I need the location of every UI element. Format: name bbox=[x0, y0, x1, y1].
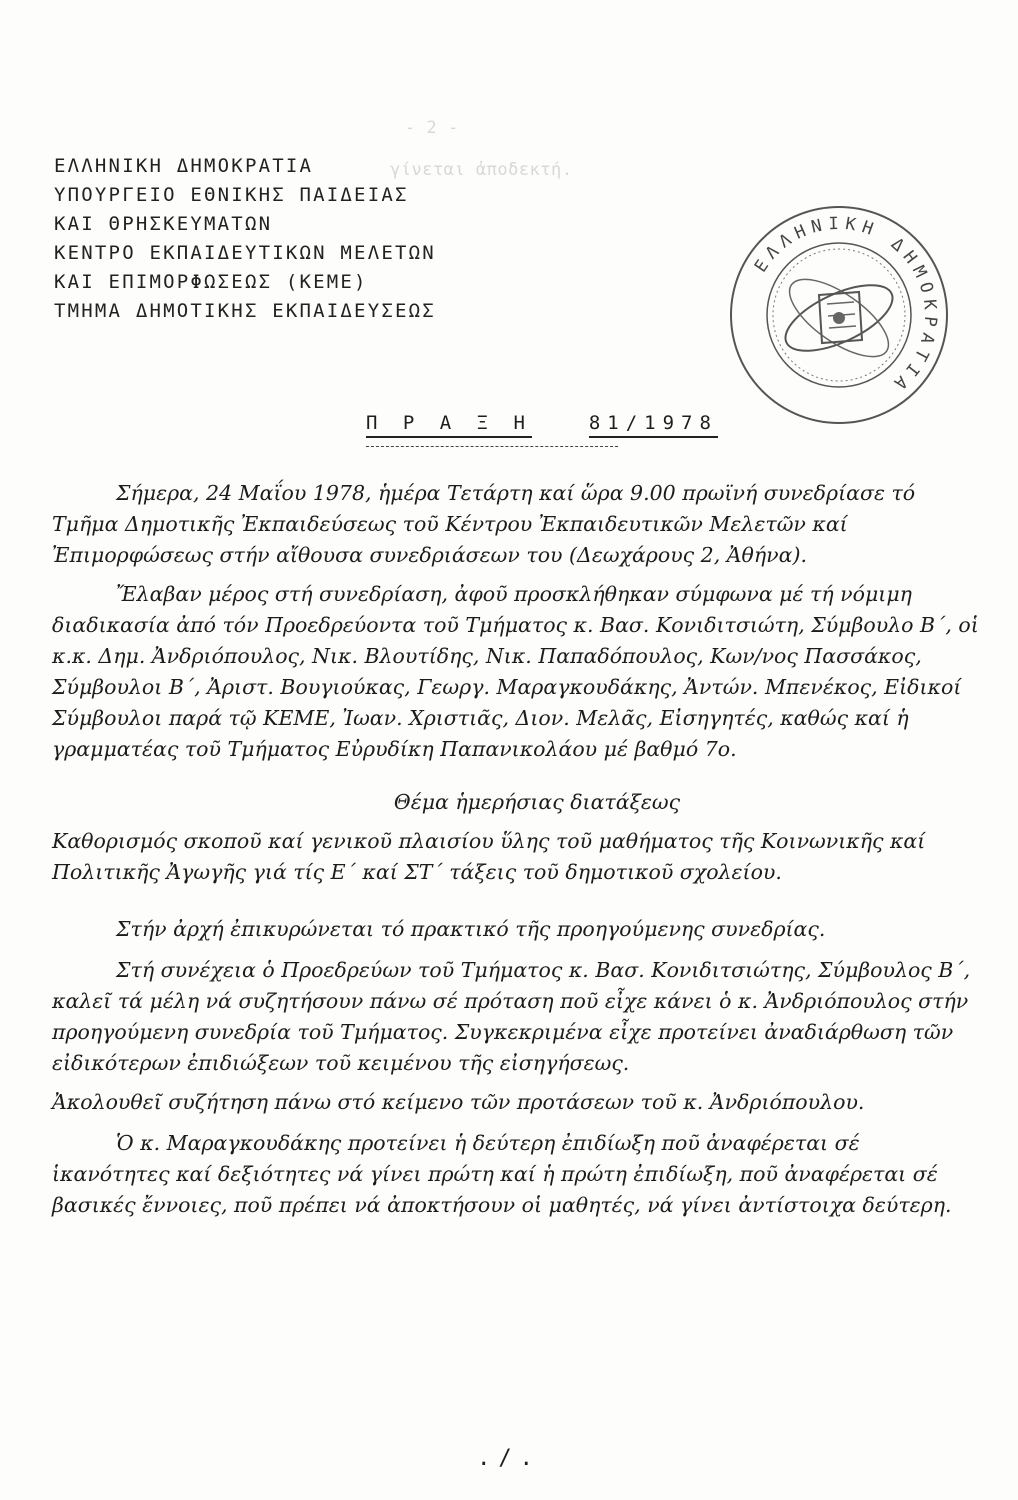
seal-text: ΕΛΛΗΝΙΚΗ ΔΗΜΟΚΡΑΤΙΑ bbox=[750, 213, 941, 397]
bleedthrough-page-number: - 2 - bbox=[405, 118, 459, 138]
letterhead-line: ΚΑΙ ΘΡΗΣΚΕΥΜΑΤΩΝ bbox=[54, 213, 273, 235]
title-underline bbox=[366, 446, 618, 447]
paragraph-proposal: Στή συνέχεια ὁ Προεδρεύων τοῦ Τμήματος κ. Βασ. Κονιδιτσιώτης, Σύμβουλος Β΄, καλεῖ τά μέλη νά συζητήσουν πάνω σέ πρόταση ποῦ εἶχε κάνει ὁ κ. Ἀνδριόπουλος στήν προηγούμενη συνεδρία τοῦ Τμήματος. Συγκεκριμένα εἶχε προτείνει ἀναδιάρθωση τῶν εἰδικότερων ἐπιδιώξεων τοῦ κειμένου τῆς εἰσηγήσεως. bbox=[52, 958, 971, 1075]
official-seal bbox=[724, 200, 954, 434]
paragraph-attendees: Ἔλαβαν μέρος στή συνεδρίαση, ἀφοῦ προσκλήθηκαν σύμφωνα μέ τή νόμιμη διαδικασία ἀπό τόν Προεδρεύοντα τοῦ Τμήματος κ. Βασ. Κονιδιτσιώτη, Σύμβουλο Β΄, οἱ κ.κ. Δημ. Ἀνδριόπουλος, Νικ. Βλουτίδης, Νικ. Παπαδόπουλος, Κων/νος Πασσάκος, Σύμβουλοι Β΄, Ἀριστ. Βουγιούκας, Γεωργ. Μαραγκουδάκης, Ἀντών. Μπενέκος, Εἰδικοί Σύμβουλοι παρά τῷ ΚΕΜΕ, Ἰωαν. Χριστιᾶς, Διον. Μελᾶς, Εἰσηγητές, καθώς καί ἡ γραμματέας τοῦ Τμήματος Εὐρυδίκη Παπανικολάου μέ βαθμό 7ο. bbox=[52, 582, 979, 761]
svg-text:ΕΛΛΗΝΙΚΗ ΔΗΜΟΚΡΑΤΙΑ bbox=[751, 214, 940, 397]
paragraph-discussion: Ἀκολουθεῖ συζήτηση πάνω στό κείμενο τῶν προτάσεων τοῦ κ. Ἀνδριόπουλου. bbox=[52, 1090, 865, 1114]
document-title bbox=[366, 412, 718, 434]
continuation-mark: ./. bbox=[477, 1446, 541, 1471]
letterhead-line: ΤΜΗΜΑ ΔΗΜΟΤΙΚΗΣ ΕΚΠΑΙΔΕΥΣΕΩΣ bbox=[54, 300, 436, 322]
letterhead-line: ΚΑΙ ΕΠΙΜΟΡΦΩΣΕΩΣ (ΚΕΜΕ) bbox=[54, 271, 368, 293]
seal-icon bbox=[724, 200, 954, 430]
letterhead-line: ΕΛΛΗΝΙΚΗ ΔΗΜΟΚΡΑΤΙΑ bbox=[54, 155, 314, 177]
paragraph-approval: Στήν ἀρχή ἐπικυρώνεται τό πρακτικό τῆς προηγούμενης συνεδρίας. bbox=[116, 917, 826, 941]
document-body bbox=[52, 478, 982, 1221]
paragraph-opening: Σήμερα, 24 Μαΐου 1978, ἡμέρα Τετάρτη καί ὥρα 9.00 πρωϊνή συνεδρίασε τό Τμῆμα Δημοτικῆς Ἐκπαιδεύσεως τοῦ Κέντρου Ἐκπαιδευτικῶν Μελετῶν καί Ἐπιμορφώσεως στήν αἴθουσα συνεδριάσεων του (Δεωχάρους 2, Ἀθήνα). bbox=[52, 481, 916, 567]
paragraph-maragoudakis: Ὁ κ. Μαραγκουδάκης προτείνει ἡ δεύτερη ἐπιδίωξη ποῦ ἀναφέρεται σέ ἱκανότητες καί δεξιότητες νά γίνει πρώτη καί ἡ πρώτη ἐπιδίωξη, ποῦ ἀναφέρεται σέ βασικές ἔννοιες, ποῦ πρέπει νά ἀποκτήσουν οἱ μαθητές, νά γίνει ἀντίστοιχα δεύτερη. bbox=[52, 1131, 952, 1217]
agenda-heading: Θέμα ἡμερήσιας διατάξεως bbox=[393, 790, 681, 814]
letterhead-line: ΚΕΝΤΡΟ ΕΚΠΑΙΔΕΥΤΙΚΩΝ ΜΕΛΕΤΩΝ bbox=[54, 242, 436, 264]
title-number: 81/1978 bbox=[589, 412, 718, 438]
paragraph-agenda: Καθορισμός σκοποῦ καί γενικοῦ πλαισίου ὕλης τοῦ μαθήματος τῆς Κοινωνικῆς καί Πολιτικῆς Ἀγωγῆς γιά τίς Ε΄ καί ΣΤ΄ τάξεις τοῦ δημοτικοῦ σχολείου. bbox=[52, 829, 926, 884]
title-label: Π Ρ Α Ξ Η bbox=[366, 412, 532, 438]
bleedthrough-line: γίνεται ἀποδεκτή. bbox=[390, 160, 573, 180]
letterhead bbox=[54, 152, 436, 326]
letterhead-line: ΥΠΟΥΡΓΕΙΟ ΕΘΝΙΚΗΣ ΠΑΙΔΕΙΑΣ bbox=[54, 184, 409, 206]
